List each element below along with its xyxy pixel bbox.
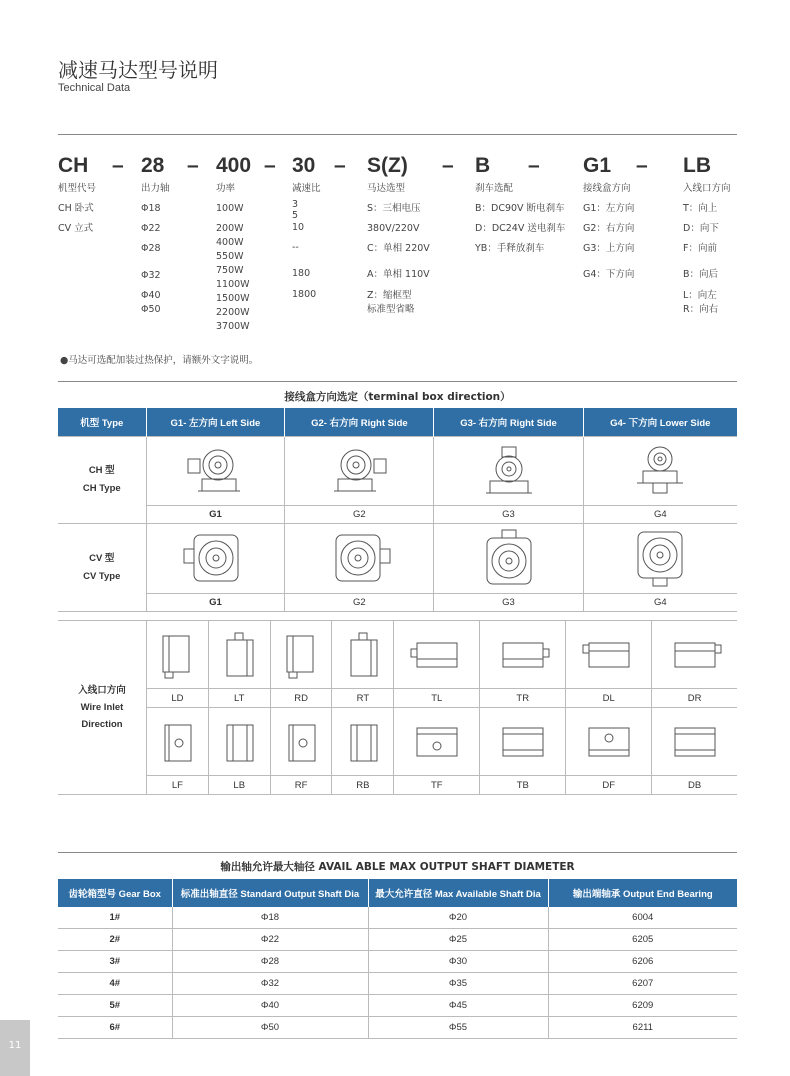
inlet-caption: RT	[332, 689, 394, 708]
col-item: 标准型省略	[367, 304, 415, 315]
code-part: 400	[216, 154, 252, 177]
col-head: 减速比	[292, 183, 321, 194]
col-item: CH 卧式	[58, 203, 94, 214]
code-col-power	[216, 182, 250, 334]
box-rt-icon	[343, 630, 383, 680]
col-item: S：三相电压	[367, 203, 421, 214]
col-header: G4- 下方向 Lower Side	[583, 408, 737, 437]
cv-motor-g2-icon	[324, 529, 394, 589]
col-item: F：向前	[683, 243, 717, 254]
inlet-drawing-cell	[566, 708, 652, 776]
inlet-drawing-cell	[652, 621, 737, 689]
inlet-drawing-cell	[208, 708, 270, 776]
code-part: LB	[683, 154, 711, 177]
table-cell: 2#	[58, 929, 172, 951]
table-cell: 5#	[58, 995, 172, 1017]
col-item: B：向后	[683, 269, 719, 280]
col-item: 3	[292, 199, 299, 210]
table-cell: 3#	[58, 951, 172, 973]
col-item: R：向右	[683, 304, 719, 315]
inlet-caption: RB	[332, 776, 394, 795]
col-item: G3：上方向	[583, 243, 635, 254]
col-header: G1- 左方向 Left Side	[146, 408, 285, 437]
table-cell: 6004	[548, 907, 737, 929]
col-item: 1800	[292, 289, 317, 300]
box-dr-icon	[667, 635, 723, 675]
col-item: G1：左方向	[583, 203, 635, 214]
table-cell: 4#	[58, 973, 172, 995]
type-cell	[58, 437, 146, 524]
col-item: 750W	[216, 265, 244, 276]
col-item: G2：右方向	[583, 223, 635, 234]
page-number: 11	[8, 1040, 22, 1051]
box-rf-icon	[281, 717, 321, 767]
col-item: 400W	[216, 237, 244, 248]
cv-motor-g1-icon	[180, 529, 250, 589]
col-item: 550W	[216, 251, 244, 262]
table-row	[58, 907, 737, 929]
code-col-motor	[367, 182, 430, 317]
label-line: Direction	[81, 719, 123, 730]
ch-motor-g4-icon	[625, 445, 695, 497]
code-part: G1	[583, 154, 612, 177]
box-tr-icon	[495, 635, 551, 675]
table-cell: 1#	[58, 907, 172, 929]
inlet-caption: TL	[394, 689, 480, 708]
col-head: 马达选型	[367, 183, 406, 194]
col-item: Φ18	[141, 203, 161, 214]
table-cell: Φ18	[172, 907, 368, 929]
col-head: 刹车选配	[475, 183, 514, 194]
code-col-brake	[475, 182, 565, 256]
inlet-drawing-cell	[480, 708, 566, 776]
code-part: 30	[292, 154, 316, 177]
table-cell: Φ20	[368, 907, 548, 929]
code-col-ratio	[292, 182, 321, 302]
inlet-drawing-cell	[147, 621, 209, 689]
col-item: Z：缩框型	[367, 290, 412, 301]
col-item: D：向下	[683, 223, 719, 234]
col-item: A：单相 110V	[367, 269, 430, 280]
code-sep: –	[334, 154, 346, 177]
col-item: Φ32	[141, 270, 161, 281]
box-lb-icon	[219, 717, 259, 767]
col-item: 180	[292, 268, 311, 279]
inlet-caption: LT	[208, 689, 270, 708]
col-header: 齿轮箱型号 Gear Box	[58, 879, 172, 907]
inlet-caption: LD	[147, 689, 209, 708]
motor-drawing-cell	[434, 524, 583, 594]
box-lt-icon	[219, 630, 259, 680]
type-en: CV Type	[83, 570, 121, 582]
drawing-caption: G3	[434, 594, 583, 612]
box-db-icon	[667, 720, 723, 764]
table-cell: Φ25	[368, 929, 548, 951]
col-head: 机型代号	[58, 183, 97, 194]
motor-drawing-cell	[146, 437, 285, 506]
col-item: 380V/220V	[367, 223, 420, 234]
col-item: G4：下方向	[583, 269, 635, 280]
code-sep: –	[442, 154, 454, 177]
inlet-caption: RF	[270, 776, 332, 795]
code-sep: –	[112, 154, 124, 177]
col-item: Φ40	[141, 290, 161, 301]
inlet-caption: LF	[147, 776, 209, 795]
col-item: L：向左	[683, 290, 717, 301]
col-item: Φ22	[141, 223, 161, 234]
box-rd-icon	[281, 630, 321, 680]
table-cell: Φ30	[368, 951, 548, 973]
table-cell: 6206	[548, 951, 737, 973]
table-cell: Φ45	[368, 995, 548, 1017]
col-item: 10	[292, 222, 305, 233]
box-ld-icon	[157, 630, 197, 680]
overheat-note: ●马达可选配加装过热保护，请额外文字说明。	[60, 355, 259, 366]
inlet-drawing-cell	[270, 621, 332, 689]
inlet-caption: RD	[270, 689, 332, 708]
motor-drawing-cell	[146, 524, 285, 594]
table-row	[58, 995, 737, 1017]
ch-motor-g1-icon	[180, 445, 250, 497]
inlet-caption: TF	[394, 776, 480, 795]
ch-motor-g3-icon	[474, 445, 544, 497]
col-item: 1100W	[216, 279, 250, 290]
col-item: Φ28	[141, 243, 161, 254]
col-item: D：DC24V 送电刹车	[475, 223, 566, 234]
box-tb-icon	[495, 720, 551, 764]
table-cell: 6209	[548, 995, 737, 1017]
divider	[58, 381, 737, 382]
inlet-caption: DL	[566, 689, 652, 708]
code-col-inlet	[683, 182, 731, 317]
table-row	[58, 929, 737, 951]
table-cell: Φ35	[368, 973, 548, 995]
table-row	[58, 951, 737, 973]
motor-drawing-cell	[583, 524, 737, 594]
table-row	[58, 1017, 737, 1039]
col-item: 100W	[216, 203, 244, 214]
cv-motor-g4-icon	[625, 528, 695, 590]
box-tf-icon	[409, 720, 465, 764]
table-cell: 6207	[548, 973, 737, 995]
ch-motor-g2-icon	[324, 445, 394, 497]
table-cell: 6211	[548, 1017, 737, 1039]
code-col-box	[583, 182, 634, 282]
inlet-drawing-cell	[332, 708, 394, 776]
inlet-caption: DB	[652, 776, 737, 795]
drawing-caption: G1	[146, 594, 285, 612]
col-item: T：向上	[683, 203, 718, 214]
inlet-drawing-cell	[566, 621, 652, 689]
terminal-box-table	[58, 408, 737, 612]
label-line: Wire Inlet	[80, 702, 124, 713]
col-item: CV 立式	[58, 223, 94, 234]
wire-inlet-table	[58, 620, 737, 795]
code-sep: –	[528, 154, 540, 177]
page-subtitle: Technical Data	[58, 82, 131, 94]
inlet-drawing-cell	[332, 621, 394, 689]
col-item: B：DC90V 断电刹车	[475, 203, 565, 214]
col-item: C：单相 220V	[367, 243, 430, 254]
inlet-drawing-cell	[270, 708, 332, 776]
table-cell: Φ55	[368, 1017, 548, 1039]
col-header: 输出端轴承 Output End Bearing	[548, 879, 737, 907]
code-part: B	[475, 154, 491, 177]
cv-motor-g3-icon	[474, 528, 544, 590]
type-cell	[58, 524, 146, 612]
table-cell: Φ50	[172, 1017, 368, 1039]
shaft-table-title: 输出轴允许最大轴径 AVAIL ABLE MAX OUTPUT SHAFT DIAMETER	[220, 861, 575, 873]
type-en: CH Type	[82, 483, 121, 494]
col-head: 接线盒方向	[583, 183, 631, 194]
type-cn: CV 型	[89, 552, 115, 564]
code-col-shaft	[141, 182, 170, 317]
table-cell: Φ32	[172, 973, 368, 995]
box-rb-icon	[343, 717, 383, 767]
col-item: 3700W	[216, 321, 250, 332]
inlet-caption: DF	[566, 776, 652, 795]
shaft-diameter-table	[58, 879, 737, 1039]
divider	[58, 852, 737, 853]
drawing-caption: G4	[583, 594, 737, 612]
col-item: 1500W	[216, 293, 250, 304]
drawing-caption: G1	[146, 506, 285, 524]
col-head: 出力轴	[141, 183, 170, 194]
drawing-caption: G2	[285, 594, 434, 612]
drawing-caption: G4	[583, 506, 737, 524]
inlet-drawing-cell	[147, 708, 209, 776]
box-dl-icon	[581, 635, 637, 675]
inlet-caption: DR	[652, 689, 737, 708]
code-sep: –	[264, 154, 276, 177]
inlet-caption: TR	[480, 689, 566, 708]
motor-drawing-cell	[285, 524, 434, 594]
divider	[58, 134, 737, 135]
table-row	[58, 973, 737, 995]
code-part: CH	[58, 154, 89, 177]
code-sep: –	[636, 154, 648, 177]
inlet-drawing-cell	[394, 708, 480, 776]
code-col-model	[58, 182, 96, 236]
table-cell: Φ22	[172, 929, 368, 951]
box-tl-icon	[409, 635, 465, 675]
col-item: YB：手释放刹车	[475, 243, 545, 254]
label-line: 入线口方向	[78, 685, 126, 696]
col-head: 入线口方向	[683, 183, 731, 194]
col-header: 标准出轴直径 Standard Output Shaft Dia	[172, 879, 368, 907]
inlet-caption: LB	[208, 776, 270, 795]
col-item: Φ50	[141, 304, 161, 315]
wire-inlet-label	[58, 621, 147, 795]
inlet-drawing-cell	[652, 708, 737, 776]
type-cn: CH 型	[88, 465, 115, 476]
table-cell: 6#	[58, 1017, 172, 1039]
table-cell: 6205	[548, 929, 737, 951]
code-part: S(Z)	[367, 154, 408, 177]
col-header: 最大允许直径 Max Available Shaft Dia	[368, 879, 548, 907]
col-header: 机型 Type	[58, 408, 146, 437]
table-cell: Φ40	[172, 995, 368, 1017]
inlet-caption: TB	[480, 776, 566, 795]
box-lf-icon	[157, 717, 197, 767]
terminal-box-title: 接线盒方向选定（terminal box direction）	[284, 391, 511, 403]
motor-drawing-cell	[583, 437, 737, 506]
drawing-caption: G2	[285, 506, 434, 524]
code-sep: –	[187, 154, 199, 177]
motor-drawing-cell	[285, 437, 434, 506]
col-header: G3- 右方向 Right Side	[434, 408, 583, 437]
page-title: 减速马达型号说明	[58, 58, 218, 82]
col-item: --	[292, 242, 299, 253]
col-item: 5	[292, 210, 299, 221]
col-head: 功率	[216, 183, 236, 194]
inlet-drawing-cell	[208, 621, 270, 689]
code-part: 28	[141, 154, 165, 177]
box-df-icon	[581, 720, 637, 764]
inlet-drawing-cell	[394, 621, 480, 689]
col-item: 2200W	[216, 307, 250, 318]
inlet-drawing-cell	[480, 621, 566, 689]
drawing-caption: G3	[434, 506, 583, 524]
table-cell: Φ28	[172, 951, 368, 973]
motor-drawing-cell	[434, 437, 583, 506]
col-header: G2- 右方向 Right Side	[285, 408, 434, 437]
col-item: 200W	[216, 223, 244, 234]
